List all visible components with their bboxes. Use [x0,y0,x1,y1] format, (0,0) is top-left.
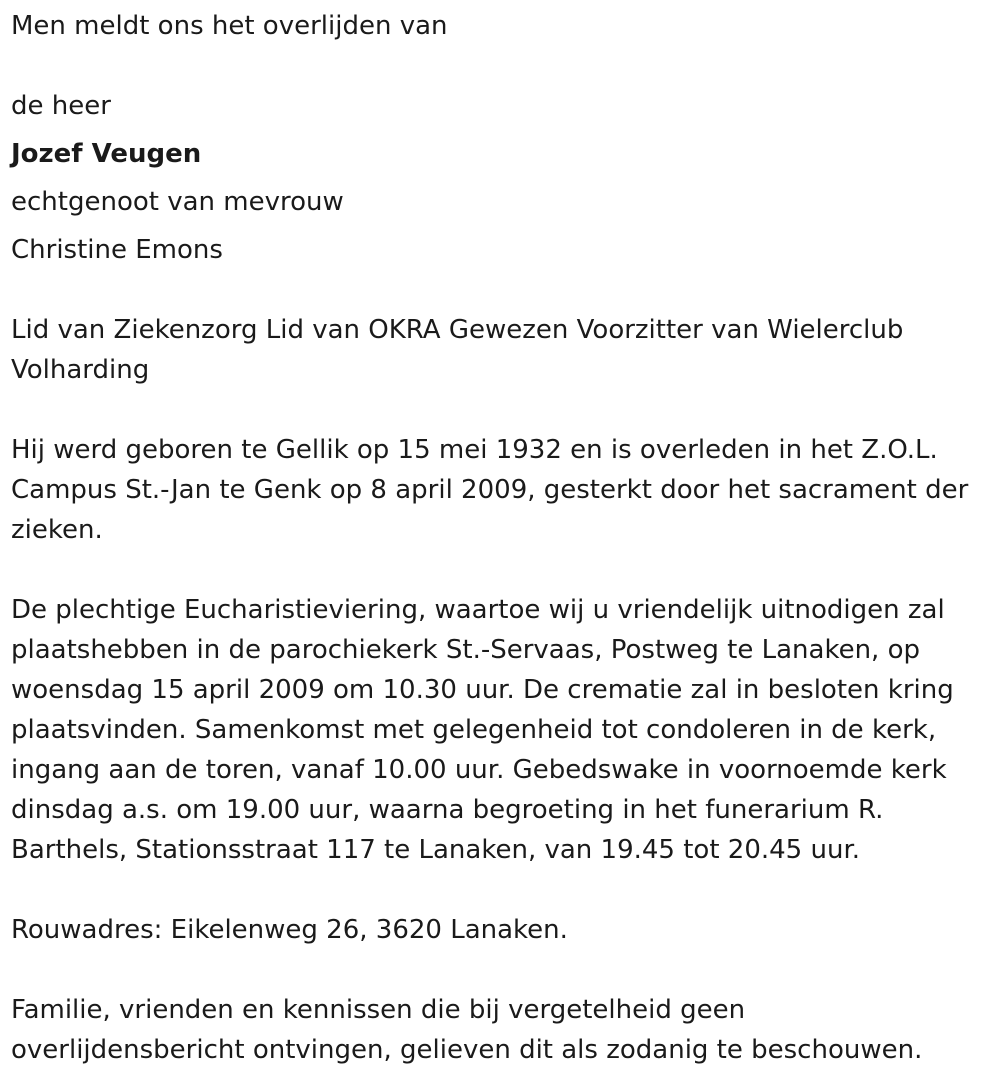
closing-paragraph: Familie, vrienden en kennissen die bij vergetelheid geen overlijdensbericht ontvingen, gelieven dit als zodanig te beschouwen. [11,995,923,1065]
spouse-name: Christine Emons [11,235,223,265]
intro-line: Men meldt ons het overlijden van [11,11,448,41]
address-paragraph: Rouwadres: Eikelenweg 26, 3620 Lanaken. [11,915,568,945]
spouse-prefix-line: echtgenoot van mevrouw [11,187,344,217]
memberships-paragraph: Lid van Ziekenzorg Lid van OKRA Gewezen Voorzitter van Wielerclub Volharding [11,315,904,385]
deceased-name: Jozef Veugen [11,139,202,169]
ceremony-paragraph: De plechtige Eucharistieviering, waartoe wij u vriendelijk uitnodigen zal plaatshebben in de parochiekerk St.-Servaas, Postweg te Lanaken, op woensdag 15 april 2009 om 10.30 uur. De crematie zal in besloten kring plaatsvinden. Samenkomst met gelegenheid tot condoleren in de kerk, ingang aan de toren, vanaf 10.00 uur. Gebedswake in voornoemde kerk dinsdag a.s. om 19.00 uur, waarna begroeting in het funerarium R. Barthels, Stationsstraat 117 te Lanaken, van 19.45 tot 20.45 uur. [11,595,954,865]
birth-death-paragraph: Hij werd geboren te Gellik op 15 mei 1932 en is overleden in het Z.O.L. Campus St.-Jan te Genk op 8 april 2009, gesterkt door het sacrament der zieken. [11,435,969,545]
salutation-line: de heer [11,91,111,121]
